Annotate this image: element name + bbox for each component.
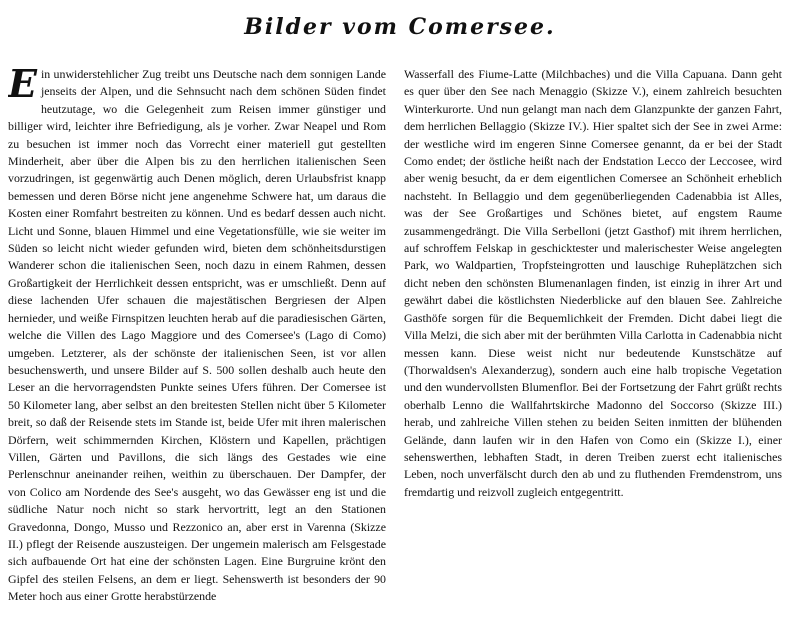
right-column (404, 66, 782, 632)
left-paragraph (8, 66, 386, 606)
right-column-text: Wasserfall des Fiume-Latte (Milchbaches) und die Villa Capuana. Dann geht es quer über den See nach Menaggio (Skizze V.), einem zahlreich besuchten Winterkurorte. Und nun gelangt man nach dem Glanzpunkte der ganzen Fahrt, dem herrlichen Bellaggio (Skizze IV.). Hier spaltet sich der See in zwei Arme: der westliche wird im engeren Sinne Comersee genannt, da er bei der Stadt Como endet; der östliche heißt nach der Endstation Lecco der Leccosee, wird aber wenig besucht, da er dem eigentlichen Comersee an Schönheit erheblich nachsteht. In Bellaggio und dem gegenüberliegenden Cadenabbia ist Alles, was der See Großartiges und Schönes bietet, auf engstem Raume zusammengedrängt. Die Villa Serbelloni (jetzt Gasthof) mit ihrem herrlichen, auf schroffem Felskap in geschicktester und malerischester Weise angelegten Park, wo Waldpartien, Tropfsteingrotten und lauschige Ruheplätzchen sich dicht neben den schönsten Blumenanlagen finden, ist einzig in ihrer Art und gewährt dabei die köstlichsten Niederblicke auf den blauen See. Zahlreiche Gasthöfe sorgen für die Bequemlichkeit der Fremden. Dicht dabei liegt die Villa Melzi, die sich aber mit der berühmten Villa Carlotta in Cadenabbia nicht messen kann. Diese weist nicht nur bedeutende Kunstschätze auf (Thorwaldsen's Alexanderzug), sondern auch eine halb tropische Vegetation und den wundervollsten Blumenflor. Bei der Fortsetzung der Fahrt grüßt rechts oberhalb Lenno die Wallfahrtskirche Madonno del Soccorso (Skizze III.) herab, und zahlreiche Villen stehen zu beiden Seiten inmitten der blühenden Gelände, dann laufen wir in den Hafen von Como ein (Skizze I.), einer sehenswerthen, lebhaften Stadt, in deren Treiben zuerst echt italienisches Leben, noch unverfälscht durch den ab und zu fluthenden Fremdenstrom, uns fremdartig und reizvoll zugleich entgegentritt. (404, 67, 782, 499)
article-title: Bilder vom Comersee. (244, 14, 556, 40)
left-column (8, 66, 386, 632)
left-column-text: in unwiderstehlicher Zug treibt uns Deutsche nach dem sonnigen Lande jenseits der Alpen, und die Sehnsucht nach dem schönen Süden findet heutzutage, wo die Gelegenheit zum Reisen immer günstiger und billiger wird, leichter ihre Befriedigung, als je vorher. Zwar Neapel und Rom zu besuchen ist immer noch das Vorrecht einer materiell gut gestellten Minderheit, aber über die Alpen bis zu den herrlichen italienischen Seen vorzudringen, ist gegenwärtig auch Denen möglich, deren Urlaubsfrist knapp bemessen und deren Börse nicht jene angenehme Schwere hat, um daraus die Kosten einer Romfahrt bestreiten zu können. Und es bedarf dessen auch nicht. Licht und Sonne, blauen Himmel und eine Vegetationsfülle, wie sie weiter im Süden so leicht nicht wieder gefunden wird, bieten dem schönheitsdurstigen Wanderer schon die italienischen Seen, noch dazu in einem Rahmen, dessen Großartigkeit der Herrlichkeit dessen entspricht, was er umschließt. Denn auf diese lachenden Ufer schauen die majestätischen Bergriesen der Alpen hernieder, und weiße Firnspitzen leuchten herab auf die paradiesischen Gärten, welche die Villen des Lago Maggiore und des Comersee's (Lago di Como) umgeben. Letzterer, als der schönste der italienischen Seen, ist vor allen besuchenswerth, und unsere Bilder auf S. 500 sollen deshalb auch heute den Leser an die hervorragendsten Punkte seines Ufers führen. Der Comersee ist 50 Kilometer lang, aber selbst an den breitesten Stellen nicht über 5 Kilometer breit, so daß der Reisende stets im Stande ist, beide Ufer mit ihren malerischen Dörfern, weit schimmernden Kirchen, Klöstern und Kapellen, prächtigen Villen, Gärten und Pavillons, die sich längs des Gestades wie eine Perlenschnur aneinander reihen, weithin zu überschauen. Der Dampfer, der von Colico am Nordende des See's ausgeht, wo das Gewässer eng ist und die südliche Natur noch nicht so stark hervortritt, legt an den Stationen Gravedonna, Dongo, Musso und Rezzonico an, aber erst in Varenna (Skizze II.) pflegt der Reisende auszusteigen. Der ungemein malerisch am Felsgestade sich aufbauende Ort hat eine der schönsten Lagen. Eine Burgruine krönt den Gipfel des steilen Felsens, an dem er liegt. Sehenswerth ist besonders der 90 Meter hoch aus einer Grotte herabstürzende (8, 67, 386, 604)
article-body (8, 66, 782, 632)
drop-cap: E (8, 66, 37, 106)
